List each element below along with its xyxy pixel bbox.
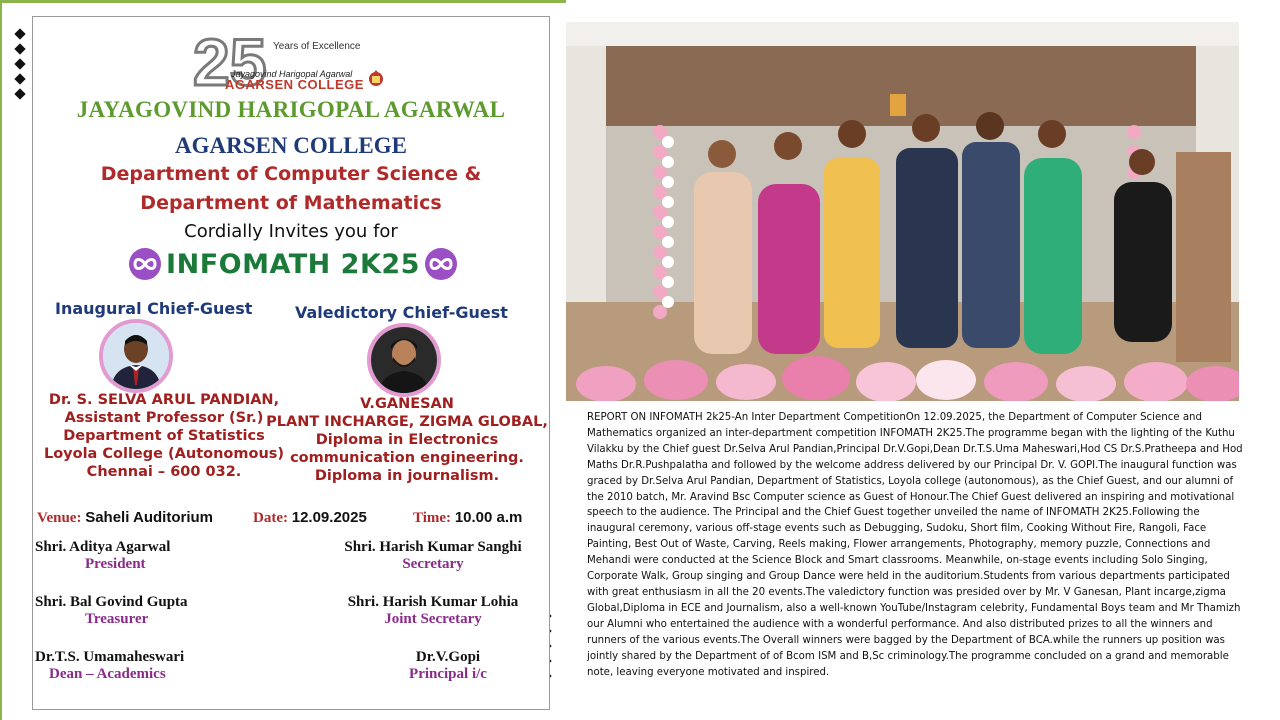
valedictory-heading: Valedictory Chief-Guest: [295, 303, 508, 322]
person-name: Shri. Aditya Agarwal: [35, 539, 171, 555]
valedictory-guest-title: PLANT INCHARGE, ZIGMA GLOBAL,: [266, 414, 548, 430]
inaugural-guest-title: Assistant Professor (Sr.): [64, 410, 264, 426]
diamond-bullets-top: [14, 28, 26, 100]
person-role: Secretary: [402, 556, 464, 572]
person-dean: [35, 649, 255, 683]
department-line1: Department of Computer Science &: [100, 163, 482, 185]
venue: [37, 509, 213, 527]
event-report-text: REPORT ON INFOMATH 2k25-An Inter Department CompetitionOn 12.09.2025, the Department of Computer Science and Mathematics organized an inter-department competition INFOMATH 2K25.The programme began with the lighting of the Kuthu Vilakku by the Chief guest Dr.Selva Arul Pandian,Principal Dr.V.Gopi,Dean Dr.T.S.Uma Maheswari,Hod CS Dr.S.Pratheepa and Hod Maths Dr.R.Pushpalatha and followed by the welcome address delivered by our Principal Dr. V. GOPI.The inaugural function was graced by Dr.Selva Arul Pandian, Department of Statistics, Loyola college (autonomous), as the Chief Guest, and our alumni of the 2010 batch, Mr. Aravind Bsc Computer science as Guest of Honour.The Chief Guest delivered an inspiring and motivational speech to the audience. The Principal and the Chief Guest together unveiled the name of INFOMATH 2K25.Following the inaugural ceremony, various off-stage events such as Debugging, Sudoku, Short film, Cooking Without Fire, Rangoli, Face Painting, Best Out of Waste, Carving, Reels making, Flower arrangements, Photography, memory puzzle, Connections and Mehandi were conducted at the Science Block and Smart classrooms. Meanwhile, on-stage events including Solo Singing, Corporate Walk, Group singing and Group Dance were held in the auditorium.Students from various departments participated with great enthusiasm in all the 20 events.The valedictory function was presided over by Mr. V Ganesan, Plant incarge,zigma Global,Diploma in ECE and Journalism, also a well-known YouTube/Instagram celebrity, Fundamental Boys team and Mr Thamizh our Alumni who entertained the audience with a wonderful performance. And also distributed prizes to all the winners and runners of the various events.The Overall winners were bagged by the Department of BCA.while the runners up position was jointly shared by the Department of of Bcom ISM and B,Sc criminology.The programme concluded on a grand and memorable note, leaving everyone motivated and inspired.: [587, 412, 1243, 678]
valedictory-guest-details: [265, 395, 549, 485]
inaugural-guest-dept: Department of Statistics: [63, 428, 265, 444]
logo-tagline: Years of Excellence: [273, 41, 361, 52]
slide-top-border: [0, 0, 566, 3]
person-role: President: [85, 556, 146, 572]
person-name: Dr.T.S. Umamaheswari: [35, 649, 185, 665]
department-line2: Department of Mathematics: [140, 192, 442, 214]
person-role: Joint Secretary: [384, 611, 482, 627]
inaugural-guest-details: [33, 391, 295, 481]
inaugural-guest-photo: [99, 319, 173, 393]
inaugural-heading: Inaugural Chief-Guest: [55, 299, 253, 318]
inaugural-guest-city: Chennai – 600 032.: [86, 464, 242, 480]
frame-icon: [890, 94, 906, 116]
date-value: 12.09.2025: [291, 509, 367, 526]
logo-college: AGARSEN COLLEGE: [225, 77, 364, 92]
person-secretary: [323, 539, 543, 573]
logo-number: 25: [193, 25, 267, 95]
event-name: INFOMATH 2K25: [166, 248, 420, 280]
inaugural-guest-name: Dr. S. SELVA ARUL PANDIAN,: [48, 392, 280, 408]
date: [253, 509, 367, 527]
event-photo: [566, 22, 1239, 401]
person-name: Shri. Bal Govind Gupta: [35, 594, 188, 610]
venue-value: Saheli Auditorium: [85, 509, 213, 526]
slide-left-border: [0, 0, 2, 720]
date-label: Date:: [253, 510, 288, 526]
time-value: 10.00 a.m: [454, 509, 523, 526]
invite-text: Cordially Invites you for: [184, 221, 398, 242]
person-joint-secretary: [323, 594, 543, 628]
time-label: Time:: [413, 510, 452, 526]
person-role: Treasurer: [85, 611, 149, 627]
person-role: Dean – Academics: [49, 666, 166, 682]
college-name-line2: AGARSEN COLLEGE: [175, 133, 407, 158]
logo-name: Jayagovind Harigopal Agarwal: [231, 69, 353, 79]
person-role: Principal i/c: [409, 666, 487, 682]
person-name: Shri. Harish Kumar Sanghi: [344, 539, 522, 555]
valedictory-guest-photo: [367, 323, 441, 397]
venue-label: Venue:: [37, 510, 82, 526]
person-principal: [373, 649, 523, 683]
infinity-icon: [424, 247, 458, 281]
event-title-row: [93, 245, 493, 283]
inaugural-guest-college: Loyola College (Autonomous): [43, 446, 285, 462]
college-name-line1: JAYAGOVIND HARIGOPAL AGARWAL: [76, 97, 506, 122]
person-treasurer: [35, 594, 255, 628]
valedictory-guest-diploma1-cont: communication engineering.: [290, 450, 524, 466]
time: [413, 509, 522, 527]
podium: [1176, 152, 1231, 362]
person-president: [35, 539, 235, 573]
invitation-poster: [32, 16, 550, 710]
infinity-icon: [128, 247, 162, 281]
person-name: Shri. Harish Kumar Lohia: [347, 594, 519, 610]
valedictory-guest-name: V.GANESAN: [360, 396, 454, 412]
valedictory-guest-diploma2: Diploma in journalism.: [314, 468, 500, 484]
college-seal-icon: [367, 69, 385, 87]
person-name: Dr.V.Gopi: [415, 649, 481, 665]
valedictory-guest-diploma1: Diploma in Electronics: [315, 432, 499, 448]
